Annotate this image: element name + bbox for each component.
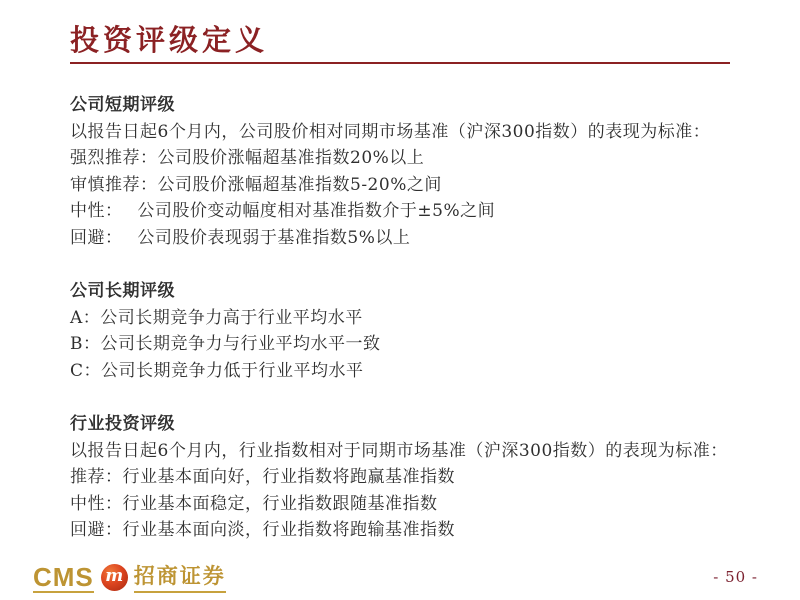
section-heading: 行业投资评级 (70, 414, 175, 434)
content (70, 92, 750, 571)
section-line: 以报告日起6个月内，公司股价相对同期市场基准（沪深300指数）的表现为标准： (70, 121, 711, 142)
section-line: 回避： 公司股价表现弱于基准指数5%以上 (70, 227, 411, 248)
section-line: B：公司长期竞争力与行业平均水平一致 (70, 334, 381, 354)
cms-logo-text: CMS (33, 561, 94, 592)
section-company-long-term-rating (70, 278, 750, 384)
section-line: 以报告日起6个月内，行业指数相对于同期市场基准（沪深300指数）的表现为标准： (70, 440, 728, 461)
section-line: 强烈推荐：公司股价涨幅超基准指数20%以上 (70, 148, 425, 168)
section-heading: 公司短期评级 (70, 95, 175, 115)
section-line: 中性：行业基本面稳定，行业指数跟随基准指数 (70, 493, 438, 514)
section-line: A：公司长期竞争力高于行业平均水平 (70, 307, 363, 328)
title-block (70, 22, 730, 64)
section-industry-rating (70, 411, 750, 544)
page-number: - 50 - (713, 568, 758, 586)
cms-m-badge-icon (101, 564, 128, 591)
section-heading: 公司长期评级 (70, 281, 175, 301)
cms-logo-chinese-text: 招商证券 (134, 564, 226, 593)
cms-logo (33, 563, 226, 593)
section-line: 中性： 公司股价变动幅度相对基准指数介于±5%之间 (70, 201, 496, 221)
section-line: C：公司长期竞争力低于行业平均水平 (70, 360, 364, 381)
section-line: 审慎推荐：公司股价涨幅超基准指数5-20%之间 (70, 174, 442, 195)
section-line: 推荐：行业基本面向好，行业指数将跑赢基准指数 (70, 467, 455, 487)
section-line: 回避：行业基本面向淡，行业指数将跑输基准指数 (70, 520, 455, 540)
title-rule (70, 62, 730, 64)
page-title: 投资评级定义 (70, 23, 269, 57)
cms-m-letter: m (105, 565, 124, 586)
section-company-short-term-rating (70, 92, 750, 251)
